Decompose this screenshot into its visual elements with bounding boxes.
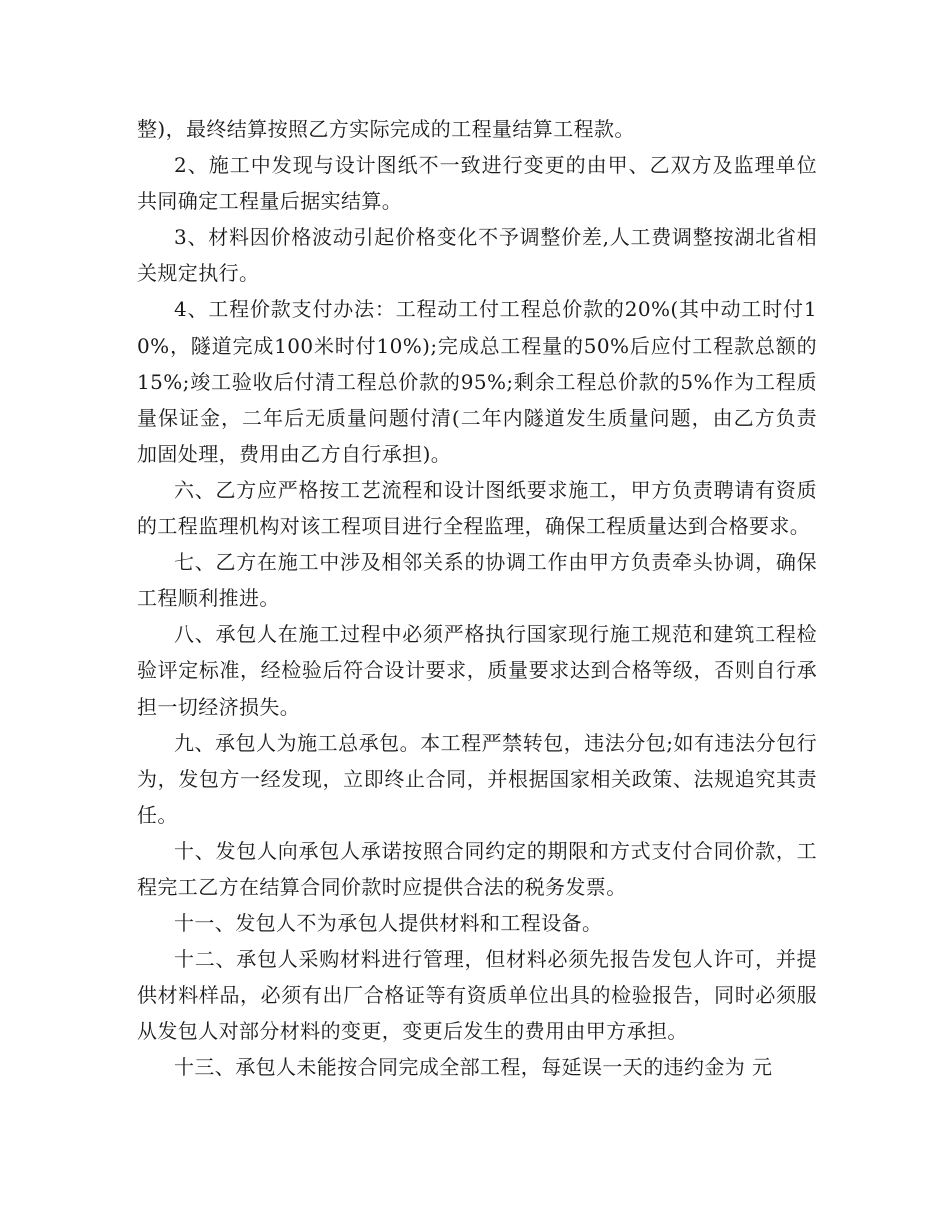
paragraph-clause-2: 2、施工中发现与设计图纸不一致进行变更的由甲、乙双方及监理单位共同确定工程量后据实结算。 [137,153,817,214]
paragraph-section-12: 十二、承包人采购材料进行管理，但材料必须先报告发包人许可，并提供材料样品，必须有出厂合格证等有资质单位出具的检验报告，同时必须服从发包人对部分材料的变更，变更后发生的费用由甲方承担。 [137,947,817,1044]
paragraph-settlement-continuation: 整)，最终结算按照乙方实际完成的工程量结算工程款。 [137,117,635,141]
paragraph-clause-3: 3、材料因价格波动引起价格变化不予调整价差,人工费调整按湖北省相关规定执行。 [137,225,817,286]
paragraph-section-10: 十、发包人向承包人承诺按照合同约定的期限和方式支付合同价款，工程完工乙方在结算合同价款时应提供合法的税务发票。 [137,838,817,899]
paragraph-section-8: 八、承包人在施工过程中必须严格执行国家现行施工规范和建筑工程检验评定标准，经检验后符合设计要求，质量要求达到合格等级，否则自行承担一切经济损失。 [137,622,817,719]
paragraph-section-13: 十三、承包人未能按合同完成全部工程，每延误一天的违约金为 元 [174,1055,773,1080]
paragraph-section-9: 九、承包人为施工总承包。本工程严禁转包，违法分包;如有违法分包行为，发包方一经发现，立即终止合同，并根据国家相关政策、法规追究其责任。 [137,730,817,827]
document-body [137,111,817,1086]
paragraph-section-11: 十一、发包人不为承包人提供材料和工程设备。 [174,911,603,936]
paragraph-clause-4: 4、工程价款支付办法：工程动工付工程总价款的20%(其中动工时付10%，隧道完成100米时付10%);完成总工程量的50%后应付工程款总额的15%;竣工验收后付清工程总价款的95%;剩余工程总价款的5%作为工程质量保证金，二年后无质量问题付清(二年内隧道发生质量问题，由乙方负责加固处理，费用由乙方自行承担)。 [137,297,817,466]
paragraph-section-7: 七、乙方在施工中涉及相邻关系的协调工作由甲方负责牵头协调，确保工程顺利推进。 [137,550,817,611]
paragraph-section-6: 六、乙方应严格按工艺流程和设计图纸要求施工，甲方负责聘请有资质的工程监理机构对该工程项目进行全程监理，确保工程质量达到合格要求。 [137,477,817,539]
